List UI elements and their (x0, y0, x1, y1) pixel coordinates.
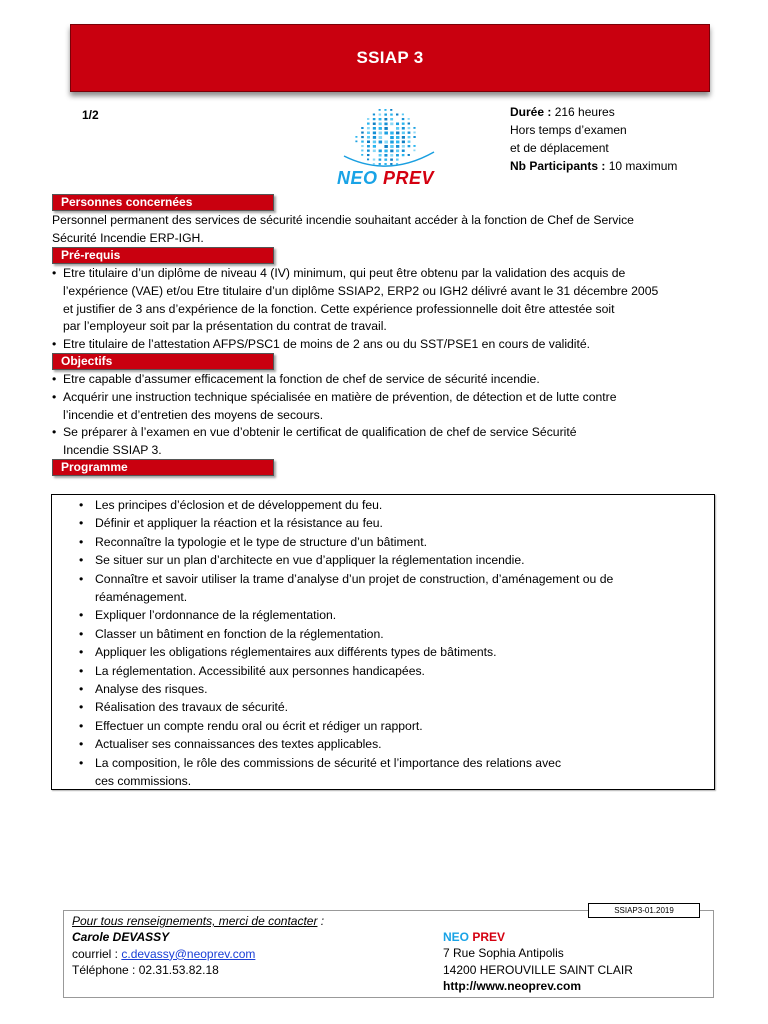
title-banner (70, 24, 710, 92)
list-item-line: • Se situer sur un plan d’architecte en vue d’appliquer la réglementation incendie. (95, 553, 525, 568)
company-name (443, 929, 633, 945)
list-item-line: par l’employeur soit par la présentation du contrat de travail. (63, 319, 387, 334)
logo-neo: NEO (337, 168, 378, 188)
prerequis-list (52, 265, 702, 354)
participants-value: 10 maximum (608, 159, 678, 173)
list-item (52, 336, 702, 354)
company-address-1: 7 Rue Sophia Antipolis (443, 946, 564, 961)
list-item-line: et justifier de 3 ans d’expérience de la fonction. Cette expérience professionnelle doit être attestée soit (63, 301, 615, 316)
logo-prev: PREV (383, 168, 435, 188)
email-label: courriel : (72, 946, 122, 961)
contact-block (72, 913, 324, 979)
list-item (79, 643, 679, 661)
personnes-line-1: Personnel permanent des services de sécurité incendie souhaitant accéder à la fonction de Chef de Service (52, 213, 634, 227)
list-item-line: • Classer un bâtiment en fonction de la réglementation. (95, 626, 384, 641)
section-header-programme: Programme (52, 459, 274, 476)
section-header-personnes: Personnes concernées (52, 194, 274, 211)
company-address-2: 14200 HEROUVILLE SAINT CLAIR (443, 962, 633, 977)
list-item-line: ces commissions. (95, 774, 192, 789)
list-item (52, 371, 702, 389)
company-prev: PREV (472, 930, 506, 944)
list-item-line: Incendie SSIAP 3. (63, 443, 162, 458)
list-item-line: • Connaître et savoir utiliser la trame d’analyse d’un projet de construction, d’aménagement ou de (95, 571, 614, 586)
company-neo: NEO (443, 930, 470, 944)
list-item-line: • La composition, le rôle des commissions de sécurité et l’importance des relations avec (95, 755, 562, 770)
list-item-line: l’incendie et d’entretien des moyens de secours. (63, 407, 324, 422)
list-item-line: • Se préparer à l’examen en vue d’obtenir le certificat de qualification de chef de service Sécurité (63, 425, 577, 440)
list-item-line: réaménagement. (95, 590, 188, 605)
list-item-line: • Analyse des risques. (95, 682, 208, 697)
list-item-line: • Etre titulaire de l’attestation AFPS/PSC1 de moins de 2 ans ou du SST/PSE1 en cours de validité. (63, 337, 591, 352)
section-header-prerequis: Pré-requis (52, 247, 274, 264)
list-item-line: • Etre titulaire d’un diplôme de niveau 4 (IV) minimum, qui peut être obtenu par la validation des acquis de (63, 266, 626, 280)
list-item (79, 625, 679, 643)
company-website[interactable]: http://www.neoprev.com (443, 979, 582, 994)
list-item-line: • Acquérir une instruction technique spécialisée en matière de prévention, de détection et de lutte contre (63, 389, 617, 404)
list-item (52, 265, 702, 336)
page-title: SSIAP 3 (356, 48, 424, 67)
contact-intro-suffix: : (317, 914, 325, 928)
logo-wordmark (337, 168, 434, 189)
list-item (79, 717, 679, 735)
contact-phone: Téléphone : 02.31.53.82.18 (72, 963, 219, 978)
list-item-line: • Expliquer l’ordonnance de la réglementation. (95, 608, 337, 623)
section-header-objectifs: Objectifs (52, 353, 274, 370)
list-item-line: • Actualiser ses connaissances des textes applicables. (95, 737, 382, 752)
objectifs-list (52, 371, 702, 460)
list-item-line: • Etre capable d’assumer efficacement la fonction de chef de service de sécurité incendie. (63, 372, 540, 386)
list-item-line: • Les principes d’éclosion et de développement du feu. (95, 498, 383, 512)
list-item (79, 698, 679, 716)
list-item (79, 496, 679, 514)
list-item (79, 551, 679, 569)
list-item-line: • Appliquer les obligations réglementaires aux différents types de bâtiments. (95, 645, 497, 660)
list-item (79, 570, 679, 607)
list-item-line: • Réalisation des travaux de sécurité. (95, 700, 289, 715)
personnes-line-2: Sécurité Incendie ERP-IGH. (52, 230, 204, 245)
programme-list (79, 496, 679, 791)
list-item (79, 662, 679, 680)
contact-intro: Pour tous renseignements, merci de contacter (72, 914, 318, 928)
course-info (510, 103, 677, 175)
list-item (79, 606, 679, 624)
email-link[interactable]: c.devassy@neoprev.com (121, 946, 256, 961)
list-item (52, 389, 702, 425)
company-block (443, 929, 633, 995)
duree-label: Durée : (510, 105, 552, 119)
duree-value: 216 heures (554, 105, 615, 119)
participants-label: Nb Participants : (510, 159, 606, 173)
page-number: 1/2 (82, 108, 99, 122)
list-item (79, 533, 679, 551)
list-item-line: • Définir et appliquer la réaction et la résistance au feu. (95, 516, 383, 531)
list-item (79, 735, 679, 753)
list-item (79, 754, 679, 791)
list-item (79, 680, 679, 698)
list-item (52, 424, 702, 460)
list-item-line: • Effectuer un compte rendu oral ou écrit et rédiger un rapport. (95, 718, 423, 733)
duree-note-1: Hors temps d’examen (510, 123, 627, 137)
duree-note-2: et de déplacement (510, 141, 609, 155)
list-item (79, 514, 679, 532)
document-reference: SSIAP3-01.2019 (588, 903, 700, 918)
list-item-line: • La réglementation. Accessibilité aux personnes handicapées. (95, 663, 425, 678)
contact-name: Carole DEVASSY (72, 930, 170, 945)
list-item-line: l’expérience (VAE) et/ou Etre titulaire d’un diplôme SSIAP2, ERP2 ou IGH2 délivré avant le 31 décembre 2005 (63, 283, 659, 298)
personnes-text (52, 212, 702, 248)
list-item-line: • Reconnaître la typologie et le type de structure d’un bâtiment. (95, 534, 427, 549)
